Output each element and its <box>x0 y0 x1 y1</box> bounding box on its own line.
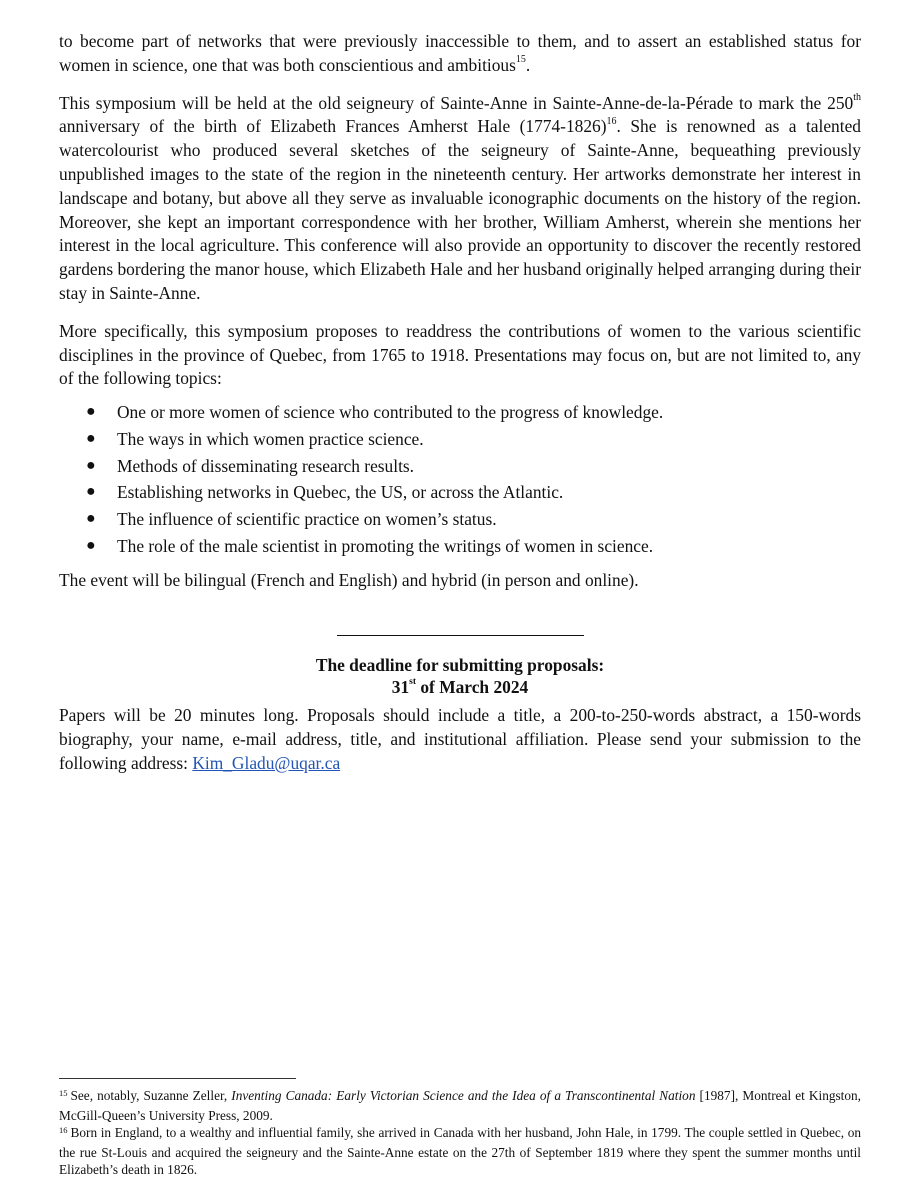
list-item <box>59 479 861 506</box>
bullet-icon: ● <box>86 536 96 554</box>
list-item-text: The ways in which women practice science. <box>117 428 424 449</box>
list-item <box>59 453 861 480</box>
list-item-text: One or more women of science who contributed to the progress of knowledge. <box>117 402 664 423</box>
footnote-text: Born in England, to a wealthy and influential family, she arrived in Canada with her husband, John Hale, in 1799. The couple settled in Quebec, on the rue St-Louis and acquired the seigneury and the Sainte-Anne estate on the 27th of September 1819 where they spent the summer months until Elizabeth’s death in 1826. <box>59 1125 861 1178</box>
symposium-text-3: . She is renowned as a talented watercolourist who produced several sketches of the seigneury of Sainte-Anne, bequeathing previously unpublished images to the state of the region in the nineteenth century. Her artworks demonstrate her interest in landscape and botany, but above all they serve as invaluable iconographic documents on the history of the region. Moreover, she kept an important correspondence with her brother, William Amherst, wherein she mentions her interest in the local agriculture. This conference will also provide an opportunity to discover the recently restored gardens bordering the manor house, which Elizabeth Hale and her husband originally helped arranging during their stay in Sainte-Anne. <box>59 116 862 303</box>
footnotes-section <box>59 1078 861 1179</box>
symposium-paragraph <box>59 92 861 306</box>
intro-paragraph <box>59 30 861 78</box>
deadline-block <box>59 654 861 698</box>
footnote-16 <box>59 1124 861 1179</box>
book-title: Inventing Canada: Early Victorian Science and the Idea of a Transcontinental Nation <box>231 1088 696 1103</box>
bullet-icon: ● <box>86 403 96 421</box>
topics-list <box>59 399 861 559</box>
bullet-icon: ● <box>86 483 96 501</box>
list-item <box>59 506 861 533</box>
ordinal-suffix: th <box>853 91 861 103</box>
footnote-number: 15 <box>59 1088 68 1098</box>
section-divider <box>337 635 584 636</box>
symposium-text-2: anniversary of the birth of Elizabeth Frances Amherst Hale (1774-1826) <box>59 116 607 137</box>
footnote-ref-16[interactable]: 16 <box>606 115 617 127</box>
symposium-text-1: This symposium will be held at the old seigneury of Sainte-Anne in Sainte-Anne-de-la-Pérade to mark the 250 <box>59 92 854 113</box>
footnote-number: 16 <box>59 1125 68 1136</box>
footnote-ref-15[interactable]: 15 <box>515 54 526 65</box>
bullet-icon: ● <box>86 509 96 527</box>
bullet-icon: ● <box>86 429 96 447</box>
list-item <box>59 399 861 426</box>
bilingual-note: The event will be bilingual (French and English) and hybrid (in person and online). <box>59 570 639 591</box>
list-item <box>59 533 861 560</box>
intro-text: to become part of networks that were previously inaccessible to them, and to assert an established status for women in science, one that was both conscientious and ambitious <box>59 31 861 75</box>
document-page <box>59 30 861 776</box>
scope-paragraph: More specifically, this symposium proposes to readdress the contributions of women to the various scientific disciplines in the province of Quebec, from 1765 to 1918. Presentations may focus on, but are not limited to, any of the following topics: <box>59 320 861 389</box>
bullet-icon: ● <box>86 456 96 474</box>
list-item-text: The influence of scientific practice on women’s status. <box>117 508 497 529</box>
deadline-date <box>59 676 861 698</box>
deadline-ordinal: st <box>409 677 417 688</box>
list-item-text: Methods of disseminating research results. <box>117 455 415 476</box>
footnote-text: [1987], Montreal et Kingston, McGill-Queen’s University Press, 2009. <box>59 1088 861 1123</box>
intro-end: . <box>525 54 531 75</box>
email-link[interactable]: Kim_Gladu@uqar.ca <box>192 752 341 773</box>
deadline-day: 31 <box>391 677 410 698</box>
list-item-text: Establishing networks in Quebec, the US, or across the Atlantic. <box>117 482 564 503</box>
list-item <box>59 426 861 453</box>
footnote-text: See, notably, Suzanne Zeller, <box>70 1088 232 1103</box>
list-item-text: The role of the male scientist in promoting the writings of women in science. <box>117 535 654 556</box>
footnote-divider <box>59 1078 296 1079</box>
deadline-month-year: of March 2024 <box>416 677 529 698</box>
papers-paragraph <box>59 704 861 775</box>
deadline-heading: The deadline for submitting proposals: <box>315 655 605 676</box>
papers-text: Papers will be 20 minutes long. Proposals should include a title, a 200-to-250-words abstract, a 150-words biography, your name, e-mail address, title, and institutional affiliation. Please send your submission to the following address: <box>59 705 861 773</box>
footnote-15 <box>59 1087 861 1124</box>
